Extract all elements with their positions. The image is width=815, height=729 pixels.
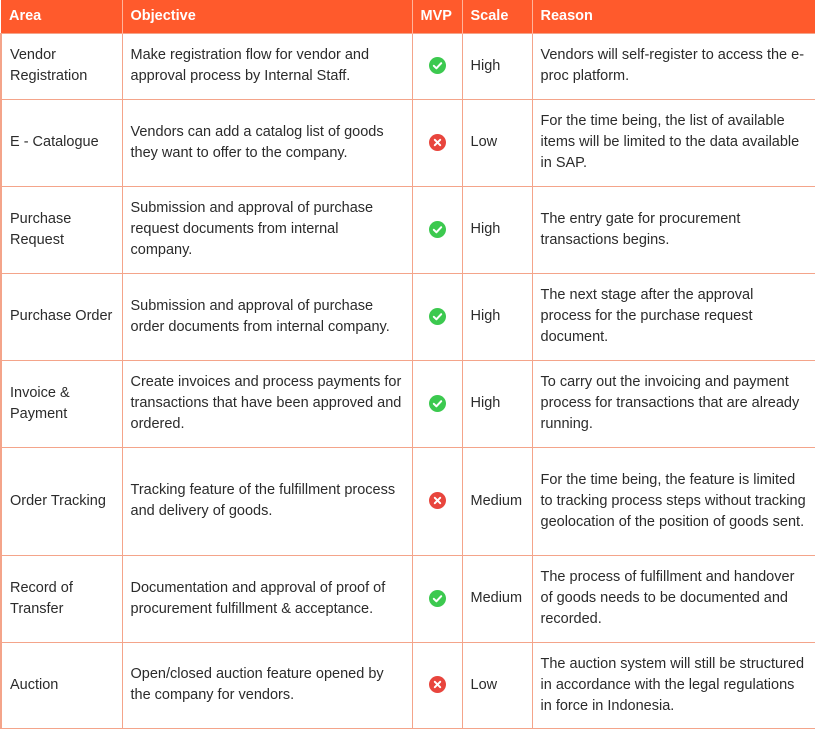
cell-area: E - Catalogue [1,99,122,186]
cell-area: Vendor Registration [1,33,122,99]
cell-reason: For the time being, the feature is limited to tracking process steps without tracking geolocation of the position of goods sent. [532,447,815,555]
table-row [1,99,815,186]
cell-objective: Vendors can add a catalog list of goods they want to offer to the company. [122,99,412,186]
table-row [1,273,815,360]
table-row [1,186,815,273]
cell-mvp [412,555,462,642]
header-area: Area [1,0,122,33]
cell-scale: High [462,360,532,447]
check-icon [429,590,446,607]
cell-area: Purchase Request [1,186,122,273]
cell-area: Record of Transfer [1,555,122,642]
cell-objective: Documentation and approval of proof of procurement fulfillment & acceptance. [122,555,412,642]
cell-objective: Submission and approval of purchase order documents from internal company. [122,273,412,360]
cell-scale: Low [462,642,532,728]
cell-reason: The auction system will still be structured in accordance with the legal regulations in force in Indonesia. [532,642,815,728]
cell-mvp [412,99,462,186]
cell-mvp [412,447,462,555]
cell-reason: Vendors will self-register to access the e-proc platform. [532,33,815,99]
cell-reason: For the time being, the list of available items will be limited to the data available in SAP. [532,99,815,186]
table-row [1,642,815,728]
cross-icon [429,134,446,151]
cell-objective: Submission and approval of purchase request documents from internal company. [122,186,412,273]
check-icon [429,395,446,412]
cell-mvp [412,360,462,447]
cross-icon [429,676,446,693]
check-icon [429,57,446,74]
cell-mvp [412,273,462,360]
cell-scale: Low [462,99,532,186]
cell-mvp [412,186,462,273]
header-objective: Objective [122,0,412,33]
table-row [1,447,815,555]
cell-area: Order Tracking [1,447,122,555]
cell-reason: The next stage after the approval process for the purchase request document. [532,273,815,360]
check-icon [429,308,446,325]
cell-area: Invoice & Payment [1,360,122,447]
cell-objective: Tracking feature of the fulfillment process and delivery of goods. [122,447,412,555]
cell-mvp [412,642,462,728]
cell-objective: Open/closed auction feature opened by the company for vendors. [122,642,412,728]
cell-mvp [412,33,462,99]
cell-objective: Create invoices and process payments for transactions that have been approved and ordered. [122,360,412,447]
header-mvp: MVP [412,0,462,33]
check-icon [429,221,446,238]
cell-reason: The entry gate for procurement transactions begins. [532,186,815,273]
header-reason: Reason [532,0,815,33]
cell-scale: High [462,273,532,360]
cross-icon [429,492,446,509]
header-scale: Scale [462,0,532,33]
table-row [1,555,815,642]
cell-scale: Medium [462,555,532,642]
cell-scale: High [462,33,532,99]
table-row [1,360,815,447]
cell-area: Purchase Order [1,273,122,360]
cell-area: Auction [1,642,122,728]
cell-scale: High [462,186,532,273]
cell-objective: Make registration flow for vendor and approval process by Internal Staff. [122,33,412,99]
cell-reason: To carry out the invoicing and payment process for transactions that are already running. [532,360,815,447]
cell-scale: Medium [462,447,532,555]
table-header-row [1,0,815,33]
cell-reason: The process of fulfillment and handover of goods needs to be documented and recorded. [532,555,815,642]
table-row [1,33,815,99]
